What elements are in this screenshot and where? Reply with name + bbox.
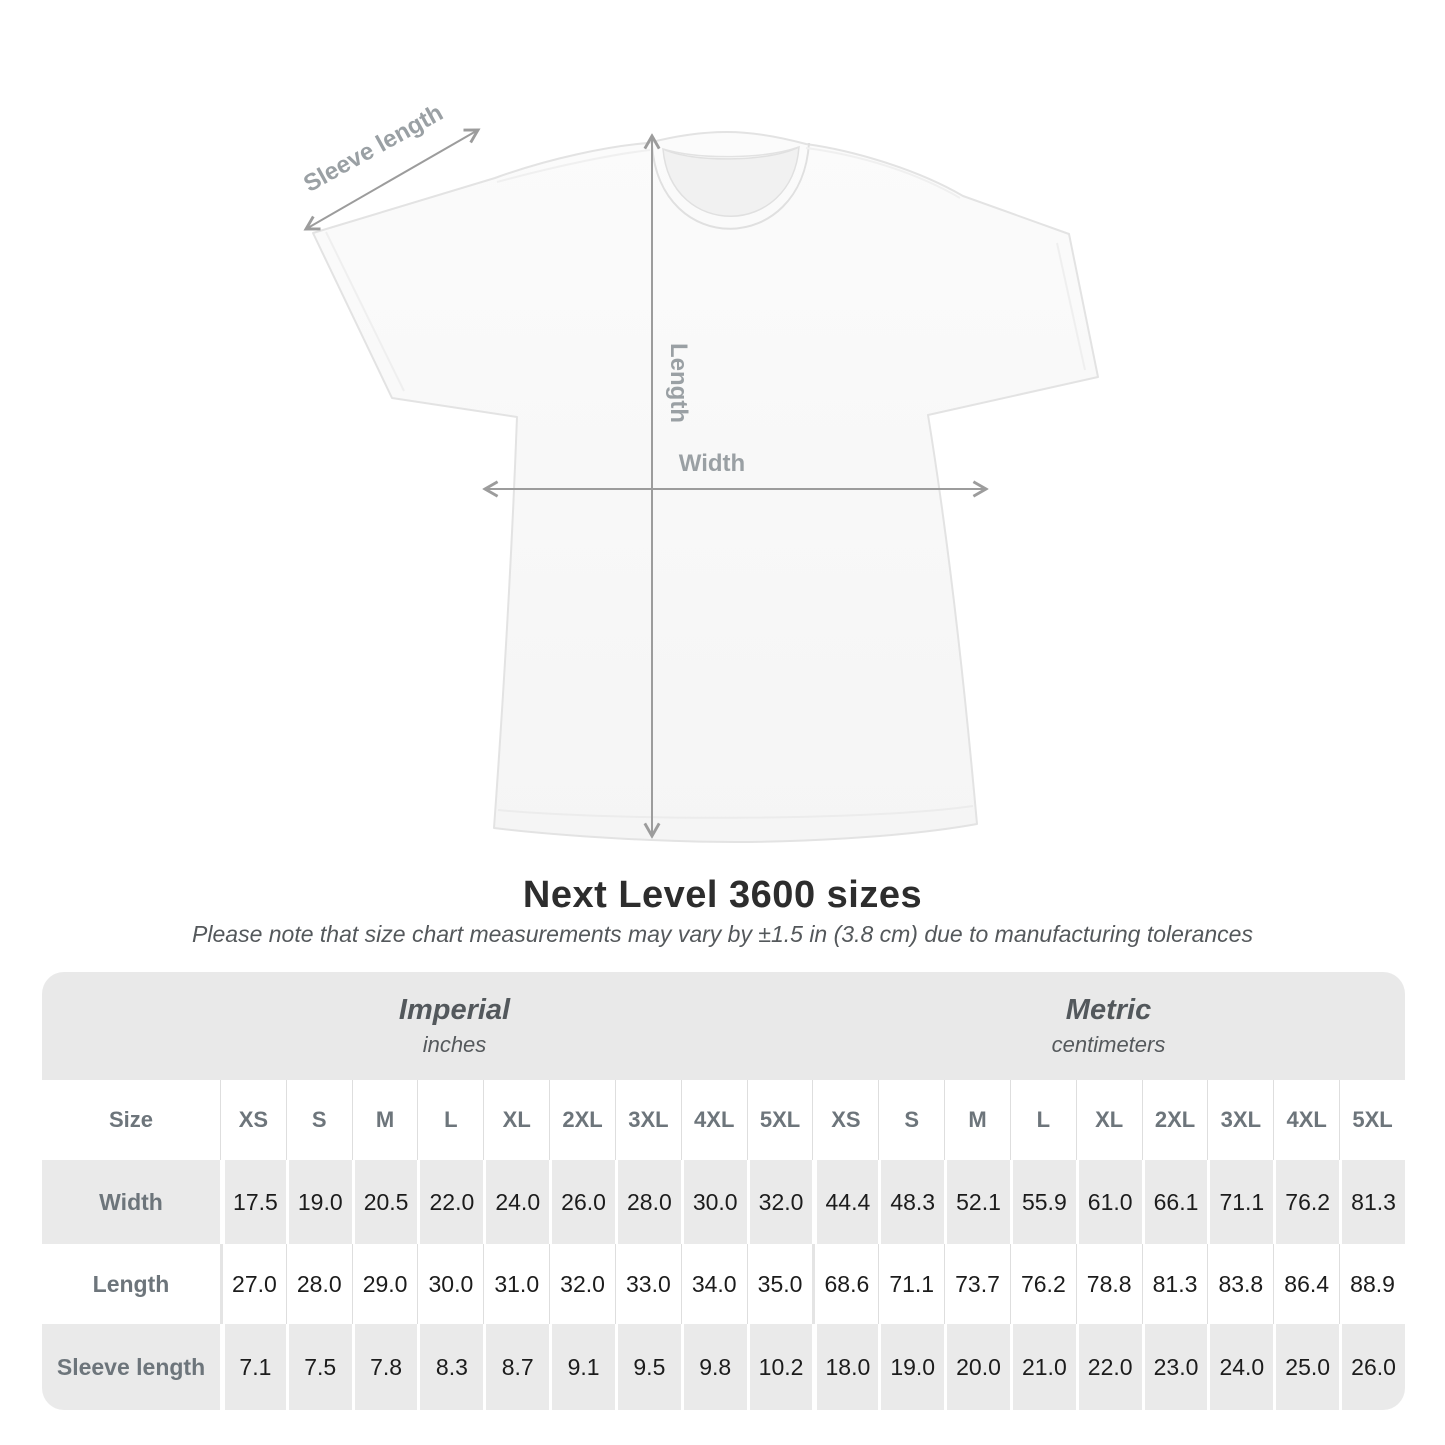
size-header-row xyxy=(42,1080,1405,1160)
imperial-length-l: 30.0 xyxy=(417,1244,483,1324)
metric-length-4xl: 86.4 xyxy=(1273,1244,1339,1324)
tshirt-body xyxy=(313,132,1098,842)
imperial-title: Imperial xyxy=(398,994,511,1026)
imperial-size-l: L xyxy=(417,1080,483,1160)
metric-title: Metric xyxy=(1065,994,1152,1026)
imperial-width-2xl: 26.0 xyxy=(549,1160,615,1244)
metric-sleeve-length-5xl: 26.0 xyxy=(1339,1324,1405,1410)
unit-header-band xyxy=(42,972,1405,1080)
imperial-length-xl: 31.0 xyxy=(483,1244,549,1324)
row-width xyxy=(42,1160,1405,1244)
metric-width-4xl: 76.2 xyxy=(1273,1160,1339,1244)
row-length xyxy=(42,1244,1405,1324)
metric-size-4xl: 4XL xyxy=(1273,1080,1339,1160)
row-sleeve-length xyxy=(42,1324,1405,1410)
imperial-sleeve-length-4xl: 9.8 xyxy=(681,1324,747,1410)
imperial-size-5xl: 5XL xyxy=(747,1080,813,1160)
imperial-sleeve-length-5xl: 10.2 xyxy=(747,1324,813,1410)
imperial-sleeve-length-xs: 7.1 xyxy=(220,1324,286,1410)
metric-width-m: 52.1 xyxy=(944,1160,1010,1244)
metric-sleeve-length-xl: 22.0 xyxy=(1076,1324,1142,1410)
row-label-length: Length xyxy=(92,1270,170,1297)
imperial-width-l: 22.0 xyxy=(417,1160,483,1244)
imperial-length-xs: 27.0 xyxy=(220,1244,286,1324)
metric-subtitle: centimeters xyxy=(1051,1032,1166,1057)
imperial-length-s: 28.0 xyxy=(286,1244,352,1324)
imperial-header xyxy=(42,972,812,1080)
metric-size-xl: XL xyxy=(1076,1080,1142,1160)
imperial-size-2xl: 2XL xyxy=(549,1080,615,1160)
metric-size-s: S xyxy=(878,1080,944,1160)
metric-size-l: L xyxy=(1010,1080,1076,1160)
width-label: Width xyxy=(678,450,746,477)
metric-width-3xl: 71.1 xyxy=(1207,1160,1273,1244)
imperial-sleeve-length-m: 7.8 xyxy=(352,1324,418,1410)
metric-width-xl: 61.0 xyxy=(1076,1160,1142,1244)
metric-length-l: 76.2 xyxy=(1010,1244,1076,1324)
imperial-width-5xl: 32.0 xyxy=(747,1160,813,1244)
tshirt-illustration xyxy=(313,132,1098,842)
imperial-size-s: S xyxy=(286,1080,352,1160)
imperial-subtitle: inches xyxy=(422,1032,487,1057)
metric-length-3xl: 83.8 xyxy=(1207,1244,1273,1324)
imperial-sleeve-length-l: 8.3 xyxy=(417,1324,483,1410)
metric-length-s: 71.1 xyxy=(878,1244,944,1324)
size-column-header: Size xyxy=(108,1107,154,1132)
imperial-length-3xl: 33.0 xyxy=(615,1244,681,1324)
imperial-length-2xl: 32.0 xyxy=(549,1244,615,1324)
imperial-size-xl: XL xyxy=(483,1080,549,1160)
metric-sleeve-length-2xl: 23.0 xyxy=(1142,1324,1208,1410)
metric-size-2xl: 2XL xyxy=(1142,1080,1208,1160)
imperial-width-xs: 17.5 xyxy=(220,1160,286,1244)
metric-length-2xl: 81.3 xyxy=(1142,1244,1208,1324)
imperial-width-3xl: 28.0 xyxy=(615,1160,681,1244)
imperial-sleeve-length-s: 7.5 xyxy=(286,1324,352,1410)
row-label-width: Width xyxy=(99,1188,163,1215)
metric-length-xs: 68.6 xyxy=(812,1244,878,1324)
metric-header xyxy=(812,972,1405,1080)
imperial-width-4xl: 30.0 xyxy=(681,1160,747,1244)
metric-length-m: 73.7 xyxy=(944,1244,1010,1324)
page-title: Next Level 3600 sizes xyxy=(522,874,923,916)
metric-sleeve-length-m: 20.0 xyxy=(944,1324,1010,1410)
metric-sleeve-length-xs: 18.0 xyxy=(812,1324,878,1410)
imperial-size-m: M xyxy=(352,1080,418,1160)
size-table xyxy=(42,972,1405,1410)
imperial-size-4xl: 4XL xyxy=(681,1080,747,1160)
imperial-width-m: 20.5 xyxy=(352,1160,418,1244)
metric-sleeve-length-l: 21.0 xyxy=(1010,1324,1076,1410)
imperial-size-xs: XS xyxy=(220,1080,286,1160)
length-label: Length xyxy=(665,343,692,423)
imperial-length-m: 29.0 xyxy=(352,1244,418,1324)
tolerance-note: Please note that size chart measurements may vary by ±1.5 in (3.8 cm) due to manufacturing tolerances xyxy=(192,921,1253,947)
metric-length-xl: 78.8 xyxy=(1076,1244,1142,1324)
metric-width-s: 48.3 xyxy=(878,1160,944,1244)
metric-width-xs: 44.4 xyxy=(812,1160,878,1244)
imperial-sleeve-length-2xl: 9.1 xyxy=(549,1324,615,1410)
measurements-table xyxy=(42,1080,1405,1410)
metric-sleeve-length-4xl: 25.0 xyxy=(1273,1324,1339,1410)
metric-size-3xl: 3XL xyxy=(1207,1080,1273,1160)
metric-width-5xl: 81.3 xyxy=(1339,1160,1405,1244)
metric-size-m: M xyxy=(944,1080,1010,1160)
metric-sleeve-length-s: 19.0 xyxy=(878,1324,944,1410)
metric-size-xs: XS xyxy=(812,1080,878,1160)
imperial-length-5xl: 35.0 xyxy=(747,1244,813,1324)
sleeve-length-label: Sleeve length xyxy=(299,99,448,198)
metric-size-5xl: 5XL xyxy=(1339,1080,1405,1160)
metric-width-l: 55.9 xyxy=(1010,1160,1076,1244)
metric-length-5xl: 88.9 xyxy=(1339,1244,1405,1324)
imperial-width-xl: 24.0 xyxy=(483,1160,549,1244)
imperial-sleeve-length-xl: 8.7 xyxy=(483,1324,549,1410)
metric-sleeve-length-3xl: 24.0 xyxy=(1207,1324,1273,1410)
row-label-sleeve-length: Sleeve length xyxy=(56,1353,206,1380)
imperial-size-3xl: 3XL xyxy=(615,1080,681,1160)
imperial-length-4xl: 34.0 xyxy=(681,1244,747,1324)
metric-width-2xl: 66.1 xyxy=(1142,1160,1208,1244)
imperial-width-s: 19.0 xyxy=(286,1160,352,1244)
imperial-sleeve-length-3xl: 9.5 xyxy=(615,1324,681,1410)
